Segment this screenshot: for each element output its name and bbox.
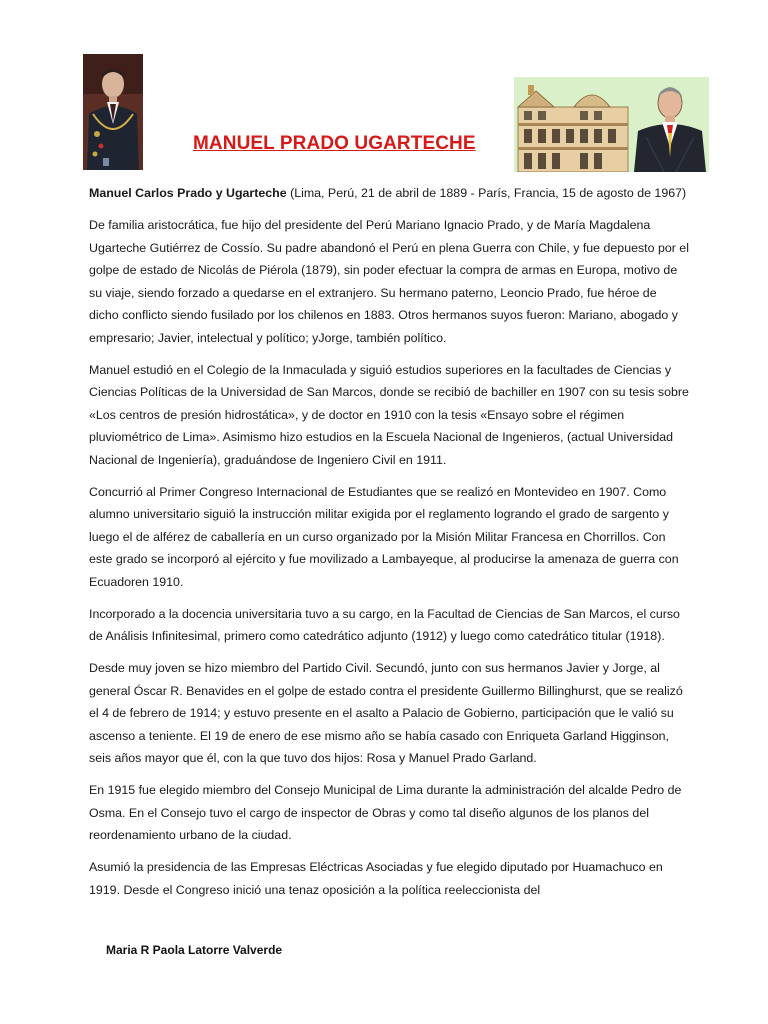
paragraph-politics: Desde muy joven se hizo miembro del Partido Civil. Secundó, junto con sus hermanos Javier y Jorge, al general Óscar R. Benavides en el golpe de estado contra el presidente Guillermo Billinghurst, que se realizó el 4 de febrero de 1914; y estuvo presente en el asalto a Palacio de Gobierno, participación que le valió su ascenso a teniente. El 19 de enero de ese mismo año se había casado con Enriqueta Garland Higginson, seis años mayor que él, con la que tuvo dos hijos: Rosa y Manuel Prado Garland. bbox=[89, 661, 683, 765]
paragraph-military: Concurrió al Primer Congreso Internacional de Estudiantes que se realizó en Montevideo en 1907. Como alumno universitario siguió la instrucción militar exigida por el reglamento logrando el grado de sargento y luego el de alférez de caballería en un curso organizado por la Misión Militar Francesa en Chorrillos. Con este grado se incorporó al ejército y fue movilizado a Lambayeque, al producirse la amenaza de guerra con Ecuadoren 1910. bbox=[89, 484, 679, 589]
paragraph-teaching: Incorporado a la docencia universitaria tuvo a su cargo, en la Facultad de Ciencias de San Marcos, el curso de Análisis Infinitesimal, primero como catedrático adjunto (1912) y luego como catedrático titular (1918). bbox=[89, 606, 680, 643]
portrait-photo-left bbox=[83, 54, 143, 170]
birth-death-details: (Lima, Perú, 21 de abril de 1889 - París, Francia, 15 de agosto de 1967) bbox=[286, 186, 687, 200]
intro-paragraph bbox=[89, 182, 689, 205]
illustration-palace-and-president bbox=[514, 77, 709, 172]
paragraph-family: De familia aristocrática, fue hijo del presidente del Perú Mariano Ignacio Prado, y de María Magdalena Ugarteche Gutiérrez de Cossío. Su padre abandonó el Perú en plena Guerra con Chile, y fue depuesto por el golpe de estado de Nicolás de Piérola (1879), sin poder efectuar la compra de armas en Europa, motivo de su viaje, siendo forzado a quedarse en el extranjero. Su hermano paterno, Leoncio Prado, fue héroe de dicho conflicto siendo fusilado por los chilenos en 1883. Otros hermanos suyos fueron: Mariano, abogado y empresario; Javier, intelectual y político; yJorge, también político. bbox=[89, 218, 689, 345]
author-footer: Maria R Paola Latorre Valverde bbox=[106, 943, 283, 957]
paragraph-presidency: Asumió la presidencia de las Empresas Eléctricas Asociadas y fue elegido diputado por Huamachuco en 1919. Desde el Congreso inició una tenaz oposición a la política reeleccionista del bbox=[89, 860, 663, 897]
document-title: MANUEL PRADO UGARTECHE bbox=[193, 133, 476, 154]
document-body bbox=[89, 182, 689, 911]
subject-name: Manuel Carlos Prado y Ugarteche bbox=[89, 186, 287, 200]
paragraph-municipal: En 1915 fue elegido miembro del Consejo Municipal de Lima durante la administración del alcalde Pedro de Osma. En el Consejo tuvo el cargo de inspector de Obras y como tal diseño algunos de los planos del reordenamiento urbano de la ciudad. bbox=[89, 783, 682, 842]
paragraph-education: Manuel estudió en el Colegio de la Inmaculada y siguió estudios superiores en la facultades de Ciencias y Ciencias Políticas de la Universidad de San Marcos, donde se recibió de bachiller en 1907 con su tesis sobre «Los centros de presión hidrostática», y de doctor en 1910 con la tesis «Ensayo sobre el régimen pluviométrico de Lima». Asimismo hizo estudios en la Escuela Nacional de Ingenieros, (actual Universidad Nacional de Ingeniería), graduándose de Ingeniero Civil en 1911. bbox=[89, 362, 689, 467]
